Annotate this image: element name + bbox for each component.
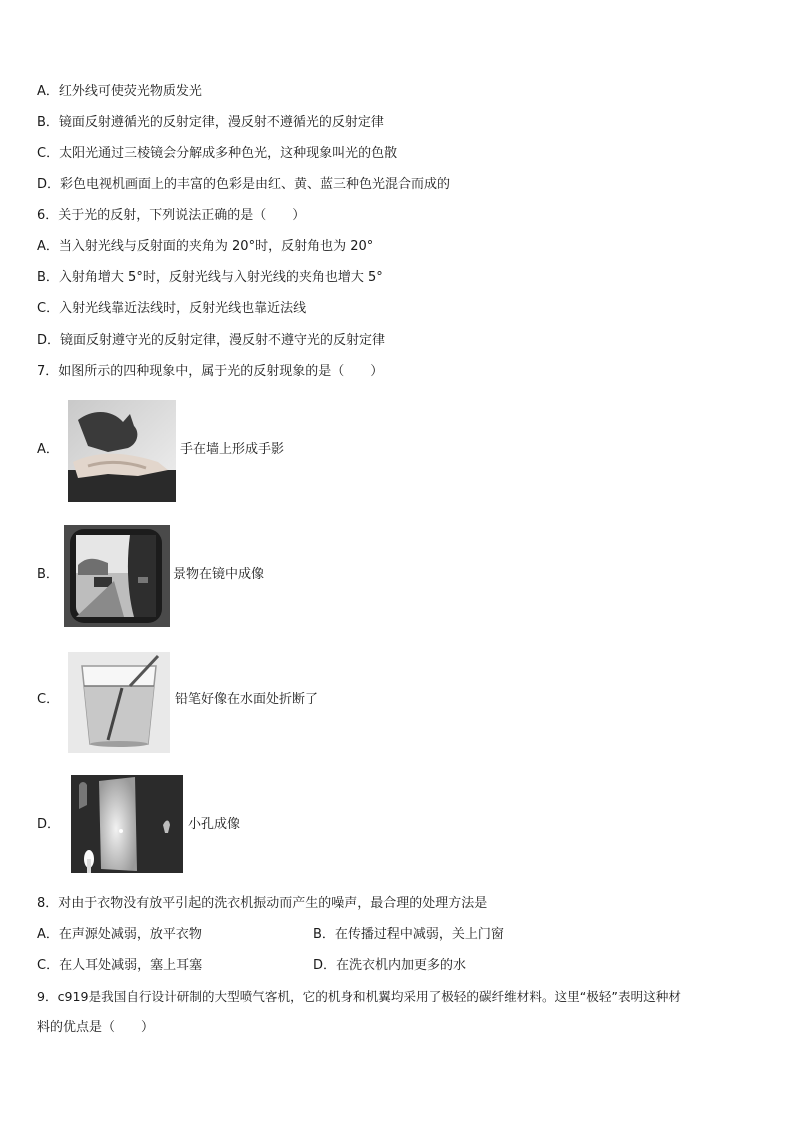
car-mirror-photo — [64, 525, 170, 627]
q7-option-c-label: C． — [37, 692, 60, 707]
q8-option-b: B．在传播过程中减弱，关上门窗 — [313, 927, 504, 942]
q6-stem: 6．关于光的反射，下列说法正确的是（ ） — [37, 208, 306, 223]
q6-option-a: A．当入射光线与反射面的夹角为 20°时，反射角也为 20° — [37, 239, 374, 254]
q9-stem-line2: 料的优点是（ ） — [37, 1020, 155, 1035]
q9-stem-line1: 9．c919是我国自行设计研制的大型喷气客机，它的机身和机翼均采用了极轻的碳纤维材料。这里“极轻”表明这种材 — [37, 989, 681, 1004]
q7-option-b-caption: 景物在镜中成像 — [173, 567, 265, 582]
q7-option-d-label: D． — [37, 817, 61, 832]
q6-option-b: B．入射角增大 5°时，反射光线与入射光线的夹角也增大 5° — [37, 270, 383, 285]
q8-option-a: A．在声源处减弱，放平衣物 — [37, 927, 202, 942]
q7-stem: 7．如图所示的四种现象中，属于光的反射现象的是（ ） — [37, 364, 384, 379]
q5-option-a: A．红外线可使荧光物质发光 — [37, 84, 202, 99]
q7-option-b-label: B． — [37, 567, 59, 582]
q7-option-d-caption: 小孔成像 — [188, 817, 241, 832]
pinhole-image-photo — [71, 775, 183, 873]
q6-option-d: D．镜面反射遵守光的反射定律，漫反射不遵守光的反射定律 — [37, 333, 386, 348]
q6-option-c: C．入射光线靠近法线时，反射光线也靠近法线 — [37, 301, 307, 316]
q7-option-c-caption: 铅笔好像在水面处折断了 — [175, 692, 319, 707]
pencil-in-water-photo — [68, 652, 170, 753]
q8-option-d: D．在洗衣机内加更多的水 — [313, 958, 467, 973]
q5-option-b: B．镜面反射遵循光的反射定律，漫反射不遵循光的反射定律 — [37, 115, 384, 130]
q7-option-a-label: A． — [37, 442, 59, 457]
q5-option-d: D．彩色电视机画面上的丰富的色彩是由红、黄、蓝三种色光混合而成的 — [37, 177, 451, 192]
hand-shadow-photo — [68, 400, 176, 502]
q7-option-a-caption: 手在墙上形成手影 — [180, 442, 285, 457]
q8-option-c: C．在人耳处减弱，塞上耳塞 — [37, 958, 203, 973]
q8-stem: 8．对由于衣物没有放平引起的洗衣机振动而产生的噪声，最合理的处理方法是 — [37, 896, 488, 911]
q5-option-c: C．太阳光通过三棱镜会分解成多种色光，这种现象叫光的色散 — [37, 146, 398, 161]
